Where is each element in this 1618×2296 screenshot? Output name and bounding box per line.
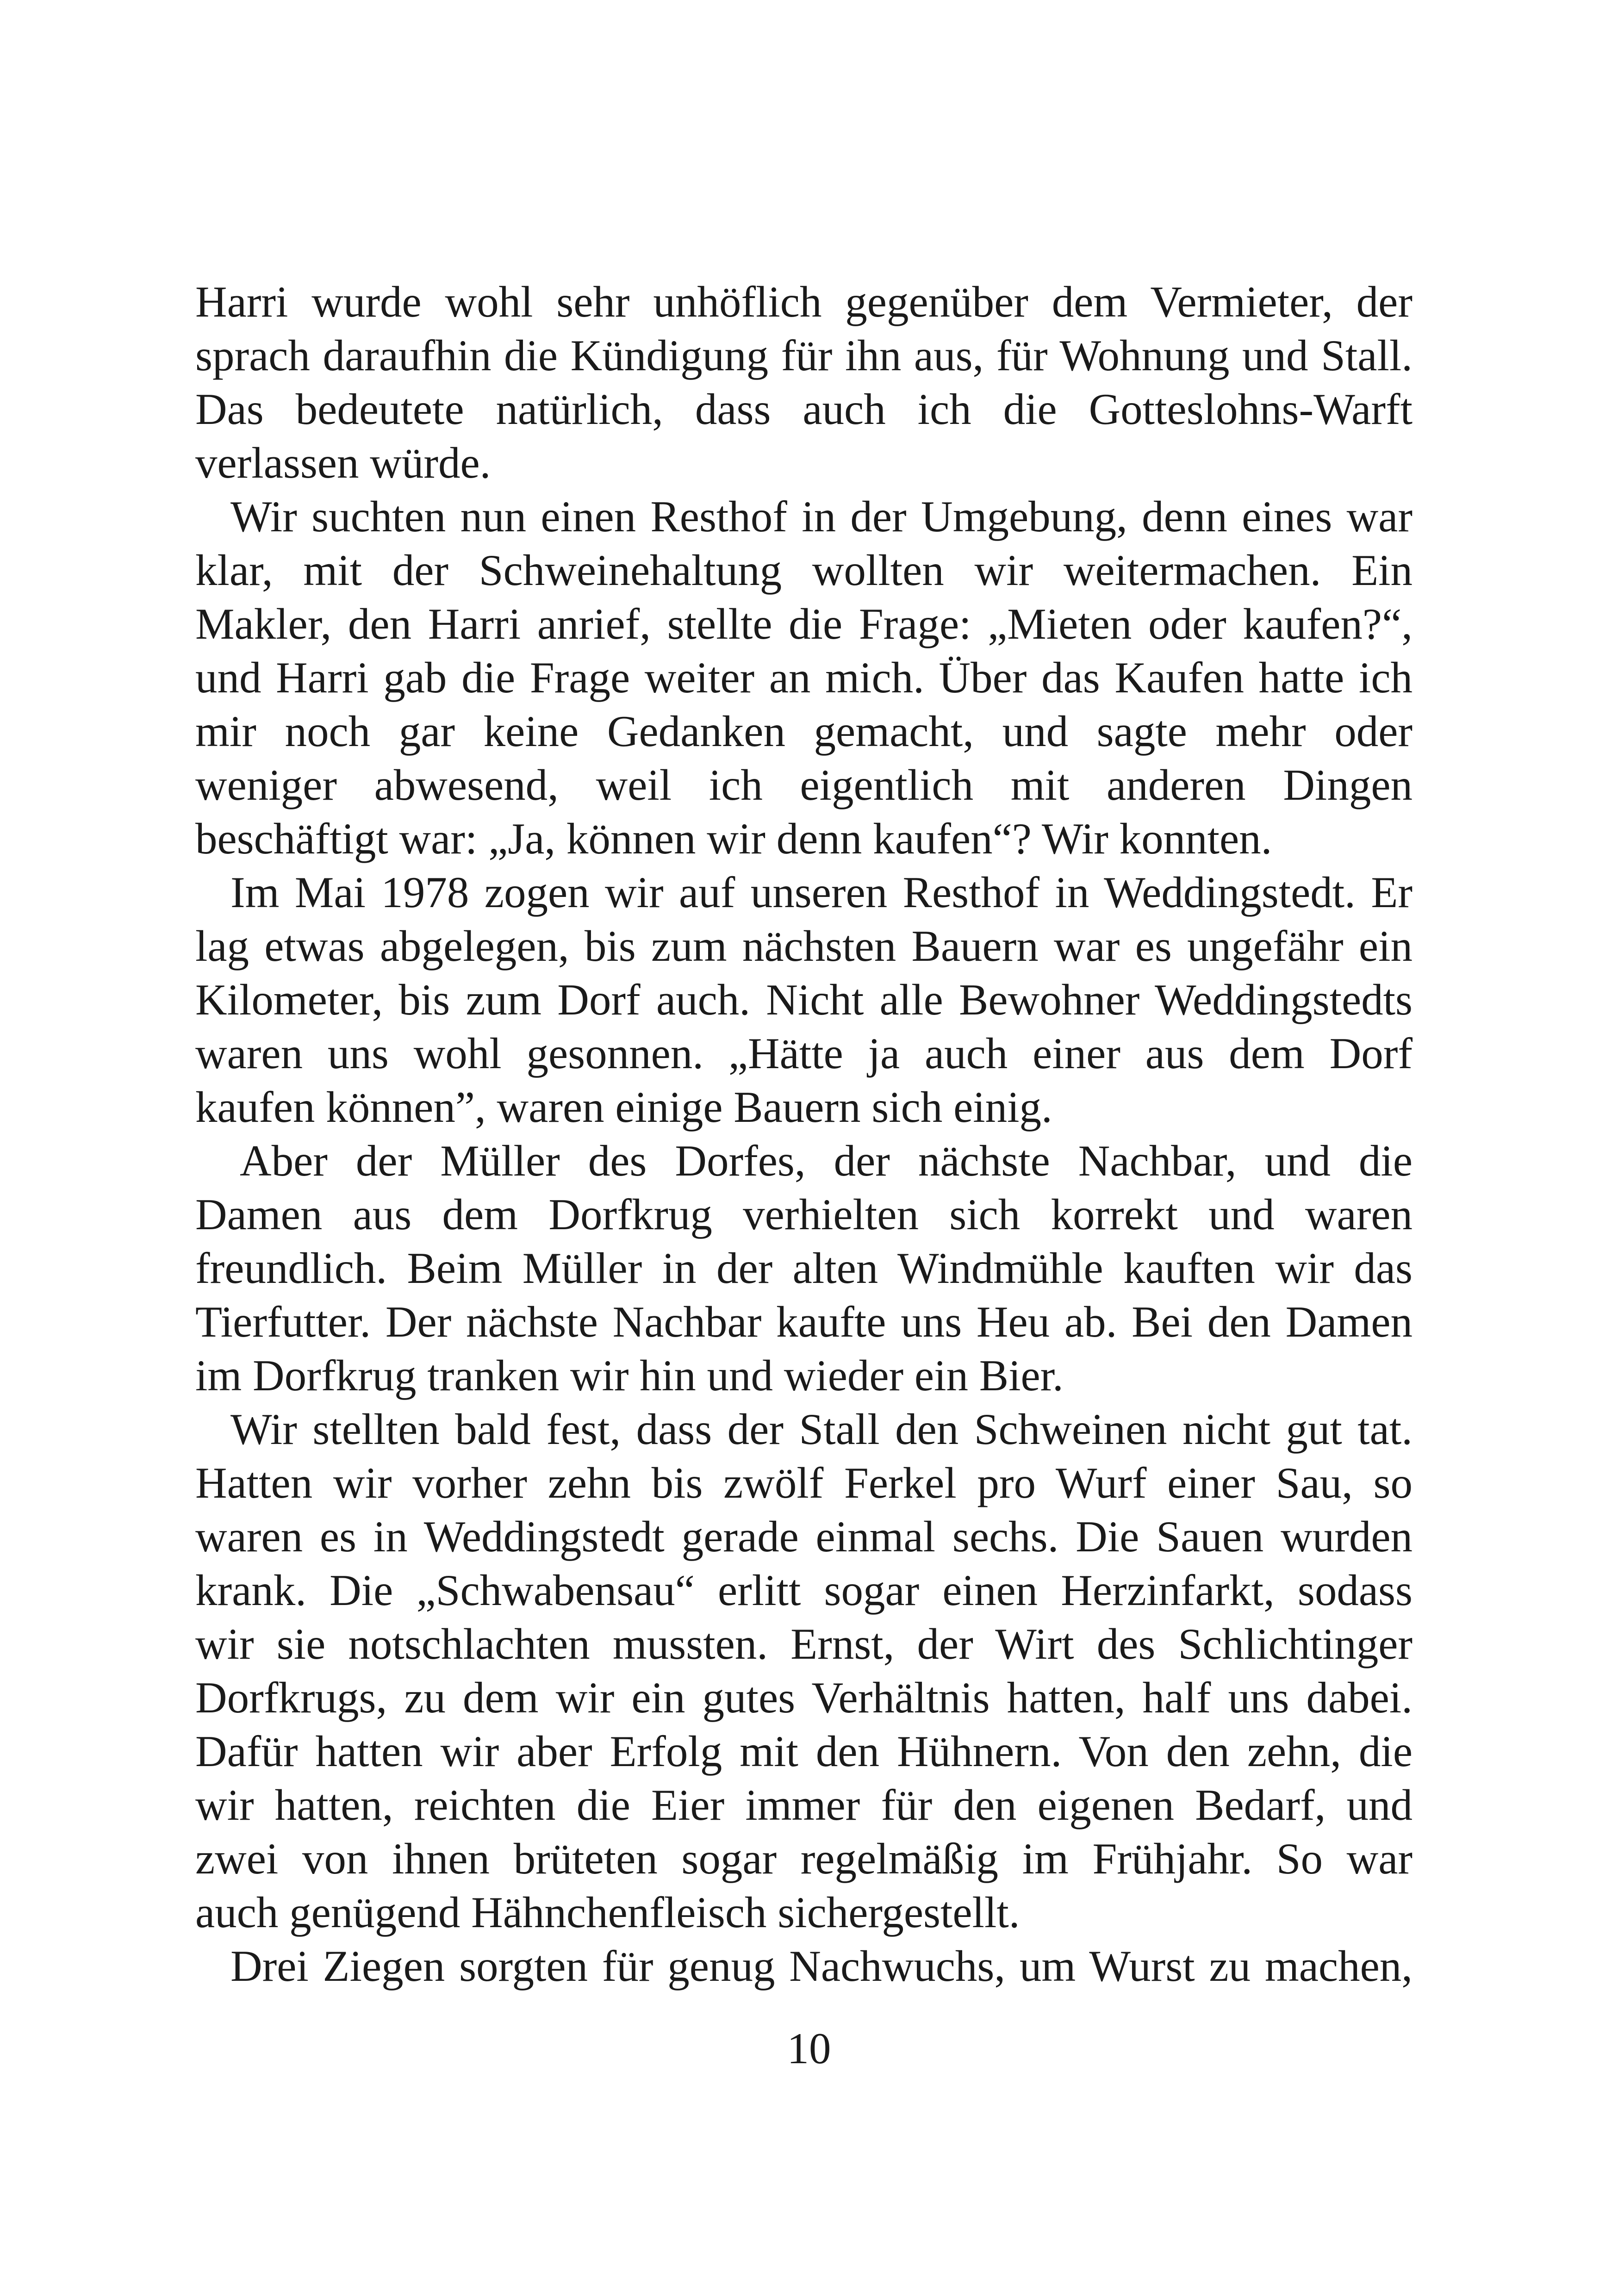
paragraph-3 xyxy=(195,865,1413,1134)
text-line: Aber der Müller des Dorfes, der nächste Nachbar, und die xyxy=(240,1136,1413,1185)
paragraph-1 xyxy=(195,275,1413,490)
page-number: 10 xyxy=(787,2024,831,2073)
text-line: beschäftigt war: „Ja, können wir denn kaufen“? Wir konnten. xyxy=(195,814,1272,863)
paragraph-2 xyxy=(195,490,1413,865)
text-line: wir sie notschlachten mussten. Ernst, der Wirt des Schlichtinger xyxy=(195,1619,1413,1668)
text-line: mir noch gar keine Gedanken gemacht, und sagte mehr oder xyxy=(195,707,1413,756)
text-line: Harri wurde wohl sehr unhöflich gegenüber dem Vermieter, der xyxy=(195,277,1413,326)
text-line: zwei von ihnen brüteten sogar regelmäßig im Frühjahr. So war xyxy=(195,1834,1413,1883)
text-line: Dafür hatten wir aber Erfolg mit den Hühnern. Von den zehn, die xyxy=(195,1727,1413,1776)
text-line: auch genügend Hähnchenfleisch sichergestellt. xyxy=(195,1888,1020,1937)
text-line: Makler, den Harri anrief, stellte die Frage: „Mieten oder kaufen?“, xyxy=(195,599,1413,648)
text-line: lag etwas abgelegen, bis zum nächsten Bauern war es ungefähr ein xyxy=(195,921,1413,971)
text-line: krank. Die „Schwabensau“ erlitt sogar einen Herzinfarkt, sodass xyxy=(195,1566,1413,1615)
text-line: Drei Ziegen sorgten für genug Nachwuchs, um Wurst zu machen, xyxy=(230,1941,1413,1991)
text-line: im Dorfkrug tranken wir hin und wieder ein Bier. xyxy=(195,1351,1064,1400)
text-line: Kilometer, bis zum Dorf auch. Nicht alle Bewohner Weddingstedts xyxy=(195,975,1413,1024)
page-body xyxy=(195,275,1413,1993)
text-line: Das bedeutete natürlich, dass auch ich die Gotteslohns-Warft xyxy=(195,385,1413,434)
paragraph-4 xyxy=(195,1134,1413,1402)
text-line: Tierfutter. Der nächste Nachbar kaufte uns Heu ab. Bei den Damen xyxy=(195,1297,1413,1346)
paragraph-5 xyxy=(195,1402,1413,1939)
text-line: Im Mai 1978 zogen wir auf unseren Resthof in Weddingstedt. Er xyxy=(230,868,1413,917)
text-line: sprach daraufhin die Kündigung für ihn aus, für Wohnung und Stall. xyxy=(195,331,1413,380)
text-line: verlassen würde. xyxy=(195,438,491,487)
text-line: klar, mit der Schweinehaltung wollten wir weitermachen. Ein xyxy=(195,546,1413,595)
text-line: Wir suchten nun einen Resthof in der Umgebung, denn eines war xyxy=(230,492,1413,541)
text-line: freundlich. Beim Müller in der alten Windmühle kauften wir das xyxy=(195,1244,1413,1293)
text-line: weniger abwesend, weil ich eigentlich mit anderen Dingen xyxy=(195,760,1413,809)
text-line: Dorfkrugs, zu dem wir ein gutes Verhältnis hatten, half uns dabei. xyxy=(195,1673,1413,1722)
paragraph-6 xyxy=(195,1939,1413,1993)
text-line: Damen aus dem Dorfkrug verhielten sich korrekt und waren xyxy=(195,1190,1413,1239)
text-line: wir hatten, reichten die Eier immer für den eigenen Bedarf, und xyxy=(195,1780,1413,1829)
text-line: Wir stellten bald fest, dass der Stall den Schweinen nicht gut tat. xyxy=(230,1405,1413,1454)
text-line: und Harri gab die Frage weiter an mich. Über das Kaufen hatte ich xyxy=(195,653,1413,702)
text-line: waren uns wohl gesonnen. „Hätte ja auch einer aus dem Dorf xyxy=(195,1029,1413,1078)
text-line: Hatten wir vorher zehn bis zwölf Ferkel pro Wurf einer Sau, so xyxy=(195,1458,1413,1507)
text-line: waren es in Weddingstedt gerade einmal sechs. Die Sauen wurden xyxy=(195,1512,1413,1561)
text-line: kaufen können”, waren einige Bauern sich einig. xyxy=(195,1083,1052,1132)
